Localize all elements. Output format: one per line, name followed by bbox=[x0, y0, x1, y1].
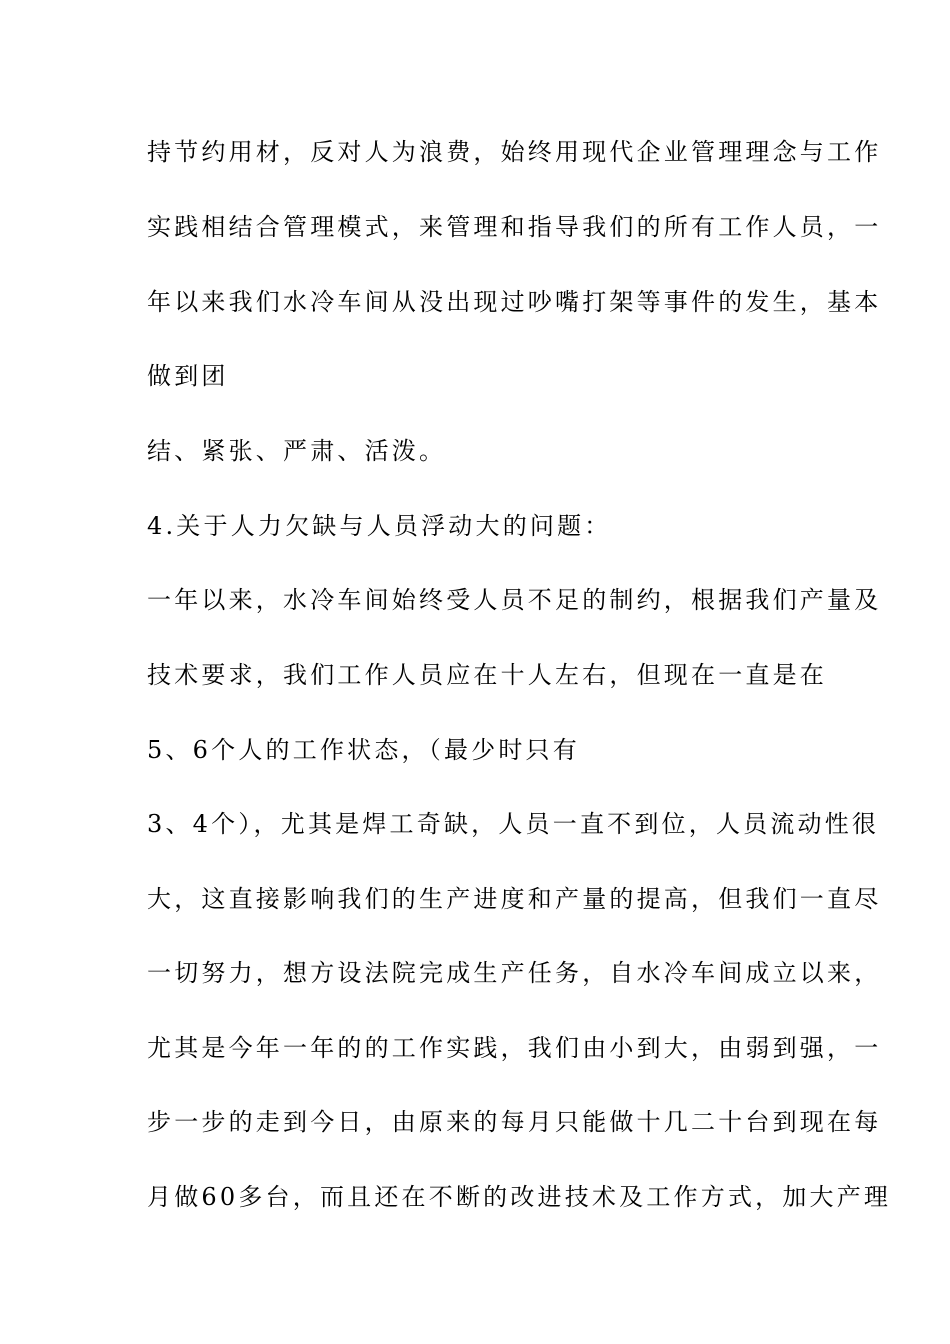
text-line-13: 尤其是今年一年的的工作实践，我们由小到大，由弱到强，一 bbox=[147, 1034, 882, 1062]
text-line-10: 3、4个），尤其是焊工奇缺，人员一直不到位，人员流动性很 bbox=[147, 810, 880, 838]
text-line-9: 5、6个人的工作状态，（最少时只有 bbox=[147, 736, 580, 764]
text-line-5: 结、紧张、严肃、活泼。 bbox=[147, 437, 447, 465]
section-heading: 4.关于人力欠缺与人员浮动大的问题： bbox=[147, 512, 612, 540]
text-line-1: 持节约用材，反对人为浪费，始终用现代企业管理理念与工作 bbox=[147, 138, 882, 166]
text-line-15: 月做60多台，而且还在不断的改进技术及工作方式，加大产理 bbox=[147, 1183, 892, 1211]
text-line-8: 技术要求，我们工作人员应在十人左右，但现在一直是在 bbox=[147, 661, 827, 689]
text-line-14: 步一步的走到今日，由原来的每月只能做十几二十台到现在每 bbox=[147, 1108, 882, 1136]
text-line-4: 做到团 bbox=[147, 362, 229, 390]
text-line-7: 一年以来，水冷车间始终受人员不足的制约，根据我们产量及 bbox=[147, 586, 882, 614]
text-line-11: 大，这直接影响我们的生产进度和产量的提高，但我们一直尽 bbox=[147, 885, 882, 913]
text-line-2: 实践相结合管理模式，来管理和指导我们的所有工作人员，一 bbox=[147, 213, 882, 241]
text-line-12: 一切努力，想方设法院完成生产任务，自水冷车间成立以来， bbox=[147, 959, 882, 987]
text-line-3: 年以来我们水冷车间从没出现过吵嘴打架等事件的发生，基本 bbox=[147, 288, 882, 316]
